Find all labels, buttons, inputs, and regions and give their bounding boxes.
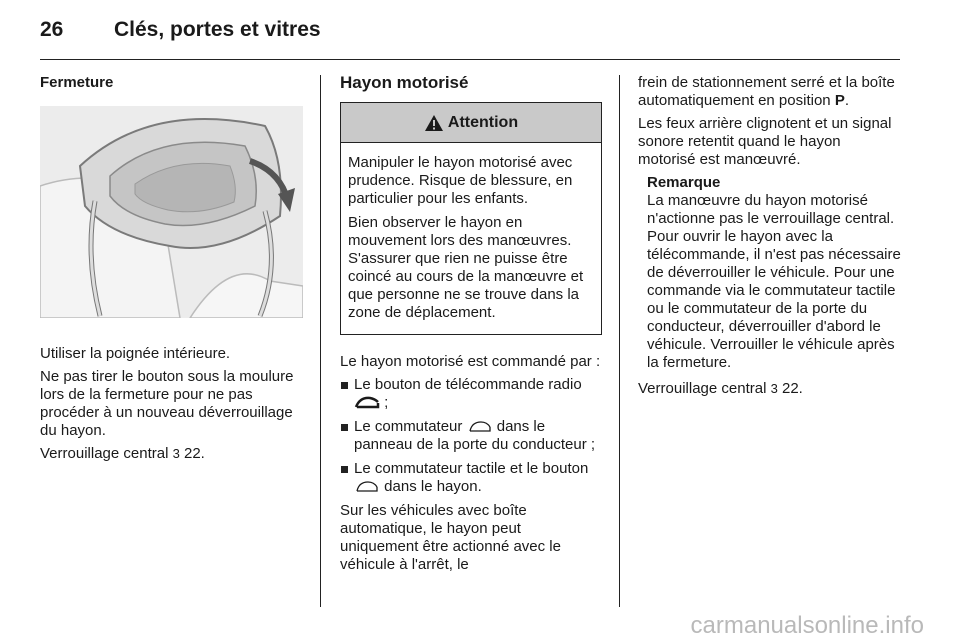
section-title-fermeture: Fermeture <box>40 74 114 91</box>
chapter-title: Clés, portes et vitres <box>114 18 321 41</box>
bullet-square-icon <box>341 424 348 431</box>
middle-column <box>340 74 602 579</box>
page-header <box>40 18 900 48</box>
warning-para-2: Bien observer le hayon en mouvement lors des manœuvres. S'assurer que rien ne puisse être coincé au cours de la manœuvre et que personne ne se trouve dans la zone de déplacement. <box>348 214 584 321</box>
warning-body <box>341 143 601 334</box>
middle-intro: Le hayon motorisé est commandé par : <box>340 353 601 370</box>
list-item: Le commutateur tactile et le bouton dans le hayon. <box>340 460 602 496</box>
page-number: 26 <box>40 18 64 41</box>
header-rule <box>40 59 900 60</box>
tailgate-switch-icon <box>467 419 493 434</box>
warning-title: Attention <box>447 113 519 131</box>
column-divider-2 <box>619 75 620 607</box>
ref-page: 22. <box>782 380 803 397</box>
warning-header <box>341 103 601 143</box>
note-text: La manœuvre du hayon motorisé n'actionne pas le verrouillage central. Pour ouvrir le hayon avec la télécommande, il n'est pas nécessaire de déverrouiller le véhicule. Pour une commande via le commutateur tactile ou le commutateur de la porte du conducteur, déverrouiller d'abord le véhicule. Verrouiller le véhicule après la fermeture. <box>647 192 901 371</box>
warning-para-1: Manipuler le hayon motorisé avec prudence. Risque de blessure, en particulier pour les enfants. <box>348 154 573 207</box>
left-para-2: Ne pas tirer le bouton sous la moulure lors de la fermeture pour ne pas procéder à un nouveau déverrouillage du hayon. <box>40 368 294 439</box>
ref-page: 22. <box>184 445 205 462</box>
note-title: Remarque <box>647 174 721 191</box>
gear-position-p: P <box>834 92 845 109</box>
right-column <box>638 74 902 403</box>
tailgate-drawing-icon <box>40 106 303 318</box>
warning-triangle-icon <box>424 114 444 132</box>
control-list <box>340 376 602 496</box>
ref-arrow-icon: 3 <box>172 446 180 461</box>
list-item: Le bouton de télécommande radio ; <box>340 376 602 412</box>
right-cross-reference <box>638 380 902 398</box>
right-para-1: frein de stationnement serré et la boîte automatiquement en position P. <box>638 74 895 109</box>
left-cross-reference <box>40 445 304 463</box>
left-column <box>40 74 304 468</box>
column-divider-1 <box>320 75 321 607</box>
warning-box <box>340 102 602 335</box>
list-item: Le commutateur dans le panneau de la porte du conducteur ; <box>340 418 602 454</box>
right-para-2: Les feux arrière clignotent et un signal sonore retentit quand le hayon motorisé est manœuvré. <box>638 115 892 168</box>
ref-label: Verrouillage central <box>638 380 767 397</box>
tailgate-closing-illustration <box>40 106 303 318</box>
tailgate-switch-icon <box>354 479 380 494</box>
ref-arrow-icon: 3 <box>770 381 778 396</box>
section-title-hayon-motorise: Hayon motorisé <box>340 73 469 92</box>
bullet-square-icon <box>341 466 348 473</box>
middle-last-para: Sur les véhicules avec boîte automatique, le hayon peut uniquement être actionné avec le véhicule à l'arrêt, le <box>340 502 561 573</box>
left-para-1: Utiliser la poignée intérieure. <box>40 345 231 362</box>
tailgate-remote-icon <box>354 395 380 410</box>
bullet-square-icon <box>341 382 348 389</box>
watermark: carmanualsonline.info <box>690 612 924 639</box>
ref-label: Verrouillage central <box>40 445 169 462</box>
note-block <box>638 174 902 372</box>
